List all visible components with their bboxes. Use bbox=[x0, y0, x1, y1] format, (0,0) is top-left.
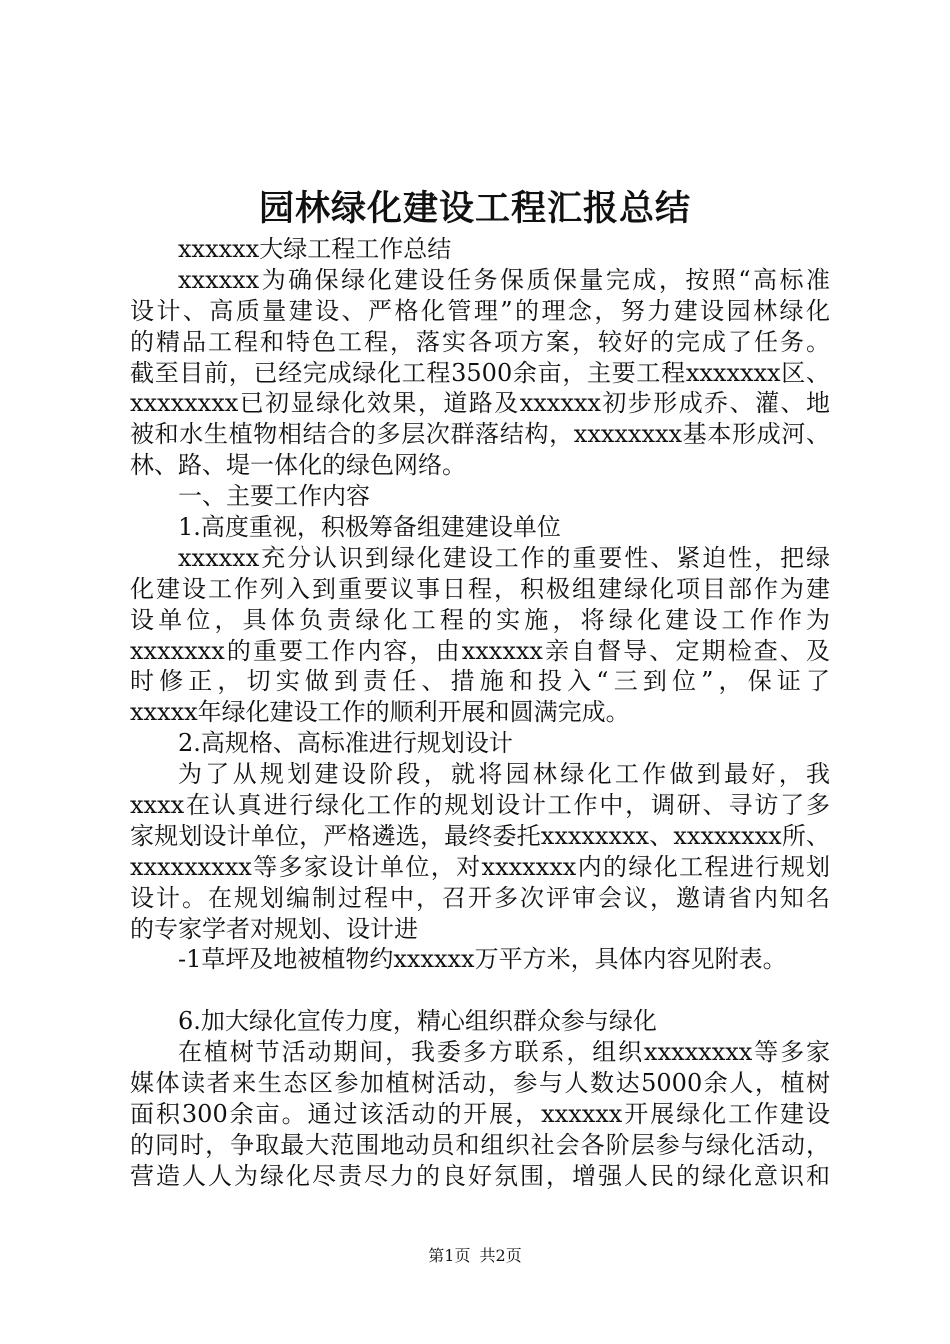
text-line: 时修正，切实做到责任、措施和投入“三到位”，保证了 bbox=[130, 667, 830, 696]
blank-line bbox=[130, 975, 830, 1006]
text-line: 被和水生植物相结合的多层次群落结构，xxxxxxxx基本形成河、 bbox=[130, 420, 830, 449]
text-line: 一、主要工作内容 bbox=[178, 482, 370, 511]
text-line: 营造人人为绿化尽责尽力的良好氛围，增强人民的绿化意识和 bbox=[130, 1161, 830, 1190]
text-line: xxxx在认真进行绿化工作的规划设计工作中，调研、寻访了多 bbox=[130, 791, 830, 820]
text-line: xxxxxxxx已初显绿化效果，道路及xxxxxx初步形成乔、灌、地 bbox=[130, 389, 830, 418]
text-line: 的专家学者对规划、设计进 bbox=[130, 914, 418, 943]
text-line: 媒体读者来生态区参加植树活动，参与人数达5000余人，植树 bbox=[130, 1069, 830, 1098]
text-line: xxxxxxx的重要工作内容，由xxxxxx亲自督导、定期检查、及 bbox=[130, 636, 830, 665]
text-line: 的同时，争取最大范围地动员和组织社会各阶层参与绿化活动， bbox=[130, 1130, 830, 1159]
document-body bbox=[130, 234, 830, 1192]
text-line: xxxxxx大绿工程工作总结 bbox=[178, 235, 452, 263]
text-line: -1草坪及地被植物约xxxxxx万平方米，具体内容见附表。 bbox=[178, 945, 787, 974]
text-line: xxxxxxxxx等多家设计单位，对xxxxxxx内的绿化工程进行规划 bbox=[130, 852, 830, 881]
text-line: 为了从规划建设阶段，就将园林绿化工作做到最好，我 bbox=[178, 760, 830, 789]
text-line: 的精品工程和特色工程，落实各项方案，较好的完成了任务。 bbox=[130, 327, 830, 356]
text-line: 2.高规格、高标准进行规划设计 bbox=[178, 729, 513, 758]
page-footer bbox=[0, 1244, 950, 1268]
text-line: xxxxx年绿化建设工作的顺利开展和圆满完成。 bbox=[130, 698, 630, 727]
text-line: 截至目前，已经完成绿化工程3500余亩，主要工程xxxxxxx区、 bbox=[130, 358, 830, 387]
text-line: xxxxxx为确保绿化建设任务保质保量完成，按照“高标准 bbox=[178, 265, 830, 294]
text-line: 林、路、堤一体化的绿色网络。 bbox=[130, 451, 466, 480]
page-total: 共2页 bbox=[479, 1246, 522, 1265]
text-line: 设计。在规划编制过程中，召开多次评审会议，邀请省内知名 bbox=[130, 883, 830, 912]
document-title: 园林绿化建设工程汇报总结 bbox=[258, 188, 691, 229]
text-line: xxxxxx充分认识到绿化建设工作的重要性、紧迫性，把绿 bbox=[178, 543, 830, 572]
text-line: 面积300余亩。通过该活动的开展，xxxxxx开展绿化工作建设 bbox=[130, 1099, 830, 1128]
text-line: 在植树节活动期间，我委多方联系，组织xxxxxxxx等多家 bbox=[178, 1038, 830, 1067]
text-line: 家规划设计单位，严格遴选，最终委托xxxxxxxx、xxxxxxxx所、 bbox=[130, 821, 830, 850]
text-line: 设计、高质量建设、严格化管理”的理念，努力建设园林绿化 bbox=[130, 296, 830, 325]
text-line: 1.高度重视，积极筹备组建建设单位 bbox=[178, 513, 561, 542]
text-line: 设单位，具体负责绿化工程的实施，将绿化建设工作作为 bbox=[130, 605, 830, 634]
text-line: 6.加大绿化宣传力度，精心组织群众参与绿化 bbox=[178, 1007, 657, 1036]
text-line: 化建设工作列入到重要议事日程，积极组建绿化项目部作为建 bbox=[130, 574, 830, 603]
page-number: 第1页 bbox=[428, 1246, 471, 1265]
